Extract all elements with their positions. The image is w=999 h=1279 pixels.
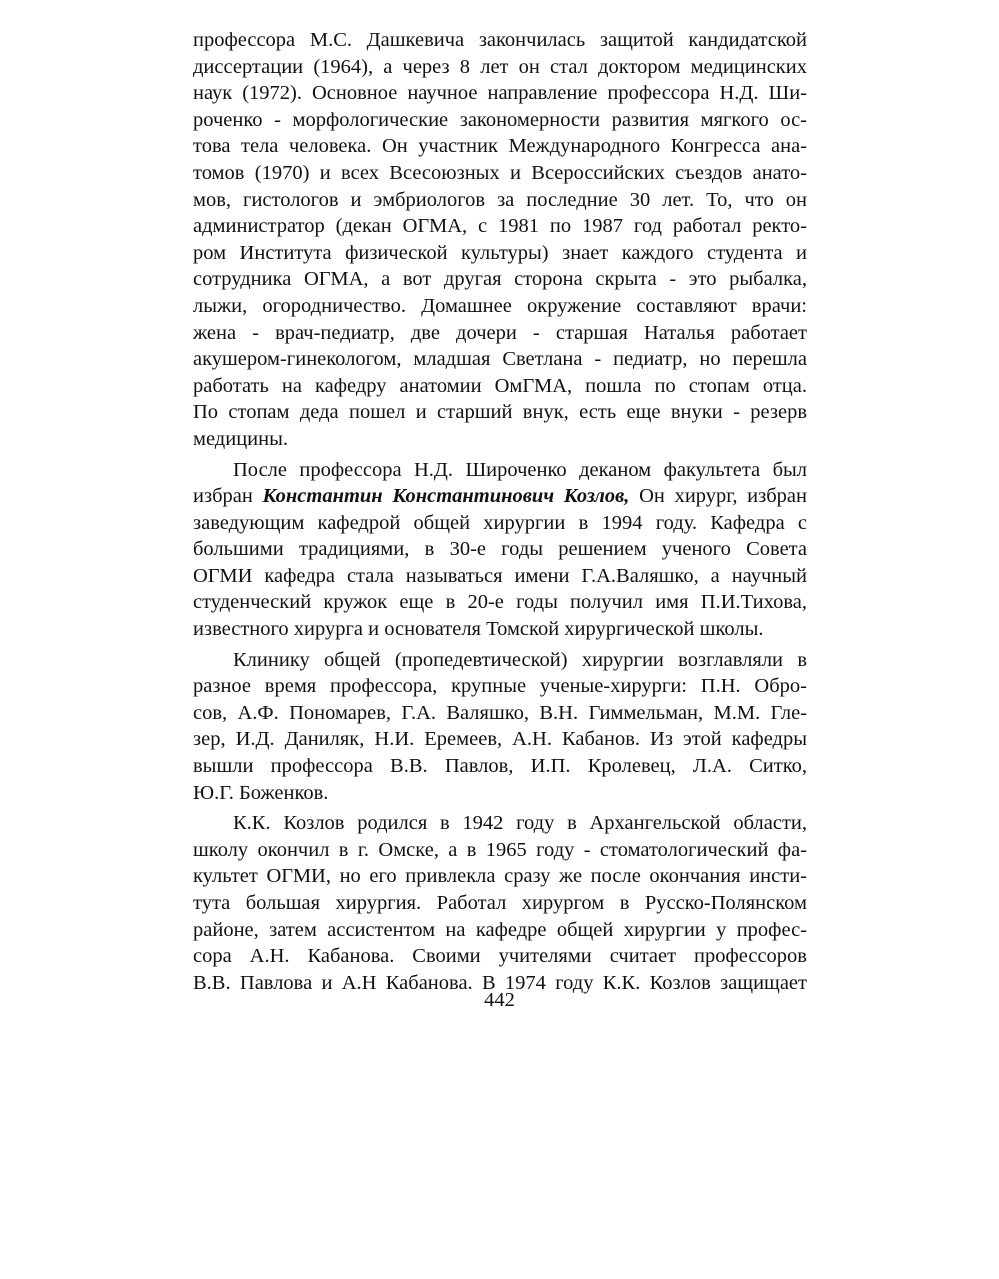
text-line: профессора М.С. Дашкевича закончилась защитой кандидатской <box>193 29 807 51</box>
text-line: роченко - морфологические закономерности развития мягкого ос- <box>193 108 807 131</box>
text-line: разное время профессора, крупные ученые-хирурги: П.Н. Обро- <box>193 675 807 698</box>
text-line: Ю.Г. Боженков. <box>193 781 329 804</box>
text-line: вышли профессора В.В. Павлов, И.П. Кролевец, Л.А. Ситко, <box>193 755 807 778</box>
text-line: По стопам деда пошел и старший внук, есть еще внуки - резерв <box>193 401 807 424</box>
text-line: работать на кафедру анатомии ОмГМА, пошла по стопам отца. <box>193 374 807 397</box>
text-line: сотрудника ОГМА, а вот другая сторона скрыта - это рыбалка, <box>193 268 807 291</box>
text-line: сов, А.Ф. Пономарев, Г.А. Валяшко, В.Н. Гиммельман, М.М. Гле- <box>193 701 807 724</box>
text-line: това тела человека. Он участник Международного Конгресса ана- <box>193 135 807 158</box>
text-line: зер, И.Д. Даниляк, Н.И. Еремеев, А.Н. Кабанов. Из этой кафедры <box>193 728 807 751</box>
paragraph-2 <box>193 457 807 643</box>
text-line: лыжи, огородничество. Домашнее окружение составляют врачи: <box>193 294 807 317</box>
text-line: наук (1972). Основное научное направление профессора Н.Д. Ши- <box>193 82 807 105</box>
text-line: акушером-гинекологом, младшая Светлана - педиатр, но перешла <box>193 348 807 371</box>
text-line: диссертации (1964), а через 8 лет он стал доктором медицинских <box>193 55 807 78</box>
text-line: После профессора Н.Д. Широченко деканом факультета был <box>233 458 807 481</box>
page-number: 442 <box>484 989 515 1011</box>
paragraph-4 <box>193 810 807 996</box>
text-line: заведующим кафедрой общей хирургии в 1994 году. Кафедра с <box>193 511 807 534</box>
text-line: ром Института физической культуры) знает каждого студента и <box>193 241 807 264</box>
text-line <box>193 483 807 510</box>
paragraph-3 <box>193 647 807 807</box>
text-line: В.В. Павлова и А.Н Кабанова. В 1974 году К.К. Козлов защищает <box>193 971 807 994</box>
text-run: избран <box>193 485 263 508</box>
text-line: сора А.Н. Кабанова. Своими учителями считает профессоров <box>193 945 807 968</box>
text-run: Он хирург, избран <box>629 485 807 508</box>
text-line: ОГМИ кафедра стала называться имени Г.А.Валяшко, а научный <box>193 564 807 587</box>
text-line: мов, гистологов и эмбриологов за последние 30 лет. То, что он <box>193 188 807 211</box>
text-line: школу окончил в г. Омске, а в 1965 году - стоматологический фа- <box>193 838 807 861</box>
text-line: медицины. <box>193 427 289 450</box>
text-line: студенческий кружок еще в 20-е годы получил имя П.И.Тихова, <box>193 591 807 614</box>
text-line: администратор (декан ОГМА, с 1981 по 1987 год работал ректо- <box>193 215 807 238</box>
text-line: тута большая хирургия. Работал хирургом в Русско-Полянском <box>193 892 807 914</box>
text-line: К.К. Козлов родился в 1942 году в Архангельской области, <box>233 812 807 835</box>
text-line: жена - врач-педиатр, две дочери - старшая Наталья работает <box>193 321 807 344</box>
text-line: большими традициями, в 30-е годы решением ученого Совета <box>193 538 807 561</box>
text-line: Клинику общей (пропедевтической) хирургии возглавляли в <box>233 648 807 671</box>
page-body <box>193 27 807 1000</box>
text-line: культет ОГМИ, но его привлекла сразу же после окончания инсти- <box>193 865 807 888</box>
text-line: известного хирурга и основателя Томской хирургической школы. <box>193 618 764 641</box>
text-line: томов (1970) и всех Всесоюзных и Всероссийских съездов анато- <box>193 161 807 184</box>
paragraph-1 <box>193 27 807 453</box>
text-line: районе, затем ассистентом на кафедре общей хирургии у профес- <box>193 918 807 941</box>
person-name-emphasis: Константин Константинович Козлов, <box>262 485 630 508</box>
